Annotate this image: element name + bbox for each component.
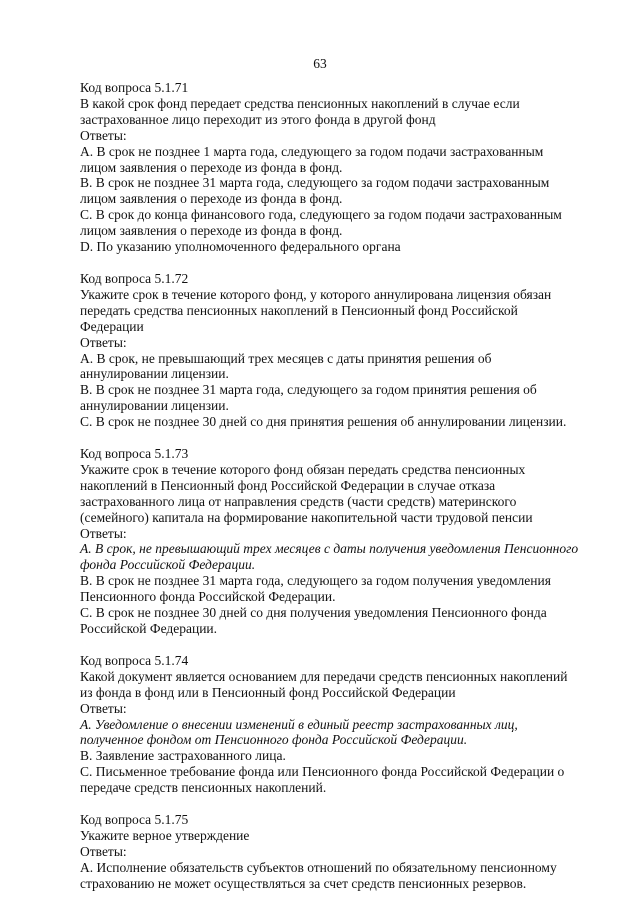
question-code: Код вопроса 5.1.71 — [80, 80, 189, 95]
answer-d: D. По указанию уполномоченного федерального органа — [80, 239, 401, 255]
question-text: Укажите срок в течение которого фонд, у которого аннулирована лицензия обязан передать средства пенсионных накоплений в Пенсионный фонд Российской Федерации — [80, 286, 552, 334]
question-code: Код вопроса 5.1.73 — [80, 446, 189, 462]
answer-b: В. Заявление застрахованного лица. — [80, 748, 286, 764]
answers-label: Ответы: — [80, 127, 127, 143]
question-5-1-72 — [80, 271, 580, 430]
answers-label: Ответы: — [80, 334, 127, 350]
answer-c: С. В срок не позднее 30 дней со дня принятия решения об аннулировании лицензии. — [80, 414, 567, 430]
question-5-1-75 — [80, 812, 580, 892]
question-code: Код вопроса 5.1.75 — [80, 812, 189, 828]
answers-label: Ответы: — [80, 525, 127, 541]
question-5-1-74 — [80, 653, 580, 796]
answers-label: Ответы: — [80, 843, 127, 859]
question-code: Код вопроса 5.1.72 — [80, 270, 189, 286]
answer-c: С. В срок не позднее 30 дней со дня получения уведомления Пенсионного фонда Российской Федерации. — [80, 605, 547, 636]
answer-a: А. В срок, не превышающий трех месяцев с даты принятия решения об аннулировании лицензии. — [80, 350, 492, 382]
answers-label: Ответы: — [80, 700, 127, 716]
answer-a: А. В срок не позднее 1 марта года, следующего за годом подачи застрахованным лицом заявления о переходе из фонда в фонд. — [80, 143, 544, 175]
answer-c: С. В срок до конца финансового года, следующего за годом подачи застрахованным лицом заявления о переходе из фонда в фонд. — [80, 207, 562, 239]
answer-a: А. Исполнение обязательств субъектов отношений по обязательному пенсионному страхованию не может осуществляться за счет средств пенсионных резервов. — [80, 859, 557, 891]
answer-b: В. В срок не позднее 31 марта года, следующего за годом получения уведомления Пенсионного фонда Российской Федерации. — [80, 573, 551, 605]
answer-a: А. Уведомление о внесении изменений в единый реестр застрахованных лиц, полученное фондом от Пенсионного фонда Российской Федерации. — [80, 716, 518, 748]
document-content — [80, 80, 580, 908]
page-number: 63 — [313, 56, 327, 71]
question-text: Укажите срок в течение которого фонд обязан передать средства пенсионных накоплений в Пенсионный фонд Российской Федерации в случае отказа застрахованного лица от направления средств (части средств) материнского (семейного) капитала на формирование накопительной части трудовой пенсии — [80, 461, 533, 525]
answer-b: В. В срок не позднее 31 марта года, следующего за годом подачи застрахованным лицом заявления о переходе из фонда в фонд. — [80, 175, 550, 207]
question-5-1-73 — [80, 446, 580, 637]
question-5-1-71 — [80, 80, 580, 255]
answer-b: В. В срок не позднее 31 марта года, следующего за годом принятия решения об аннулировании лицензии. — [80, 382, 537, 414]
question-text: Какой документ является основанием для передачи средств пенсионных накоплений из фонда в фонд или в Пенсионный фонд Российской Федерации — [80, 668, 568, 700]
question-text: В какой срок фонд передает средства пенсионных накоплений в случае если застрахованное лицо переходит из этого фонда в другой фонд — [80, 95, 520, 127]
answer-c: С. Письменное требование фонда или Пенсионного фонда Российской Федерации о передаче средств пенсионных накоплений. — [80, 764, 565, 796]
question-text: Укажите верное утверждение — [80, 827, 250, 843]
question-code: Код вопроса 5.1.74 — [80, 652, 189, 668]
answer-a: А. В срок, не превышающий трех месяцев с даты получения уведомления Пенсионного фонда Российской Федерации. — [80, 541, 579, 573]
